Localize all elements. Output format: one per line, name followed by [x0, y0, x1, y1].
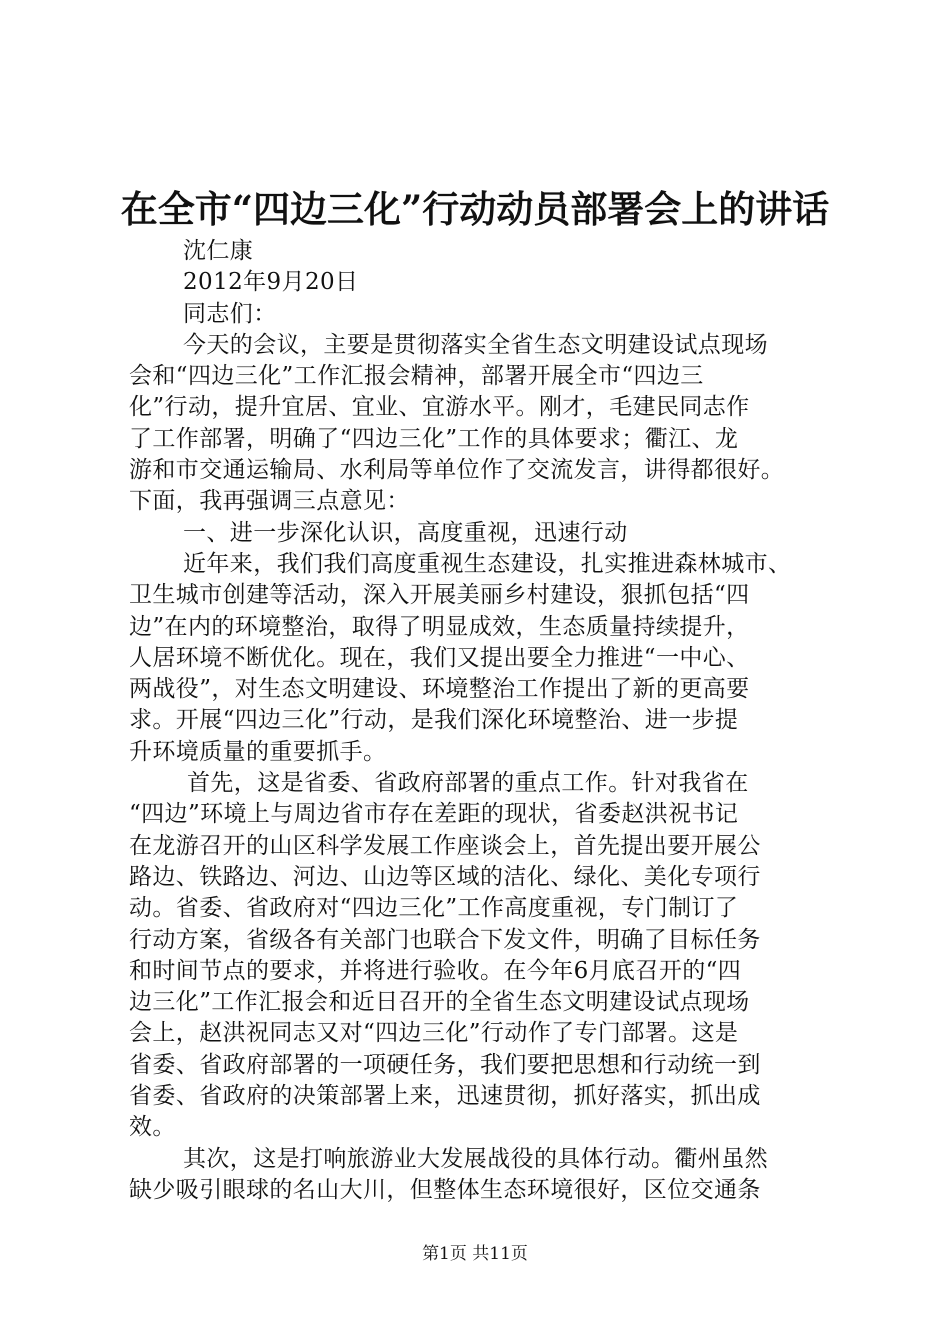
paragraph-line: 了工作部署，明确了“四边三化”工作的具体要求；衢江、龙: [129, 425, 739, 452]
paragraph-line: 路边、铁路边、河边、山边等区域的洁化、绿化、美化专项行: [129, 863, 761, 890]
document-body: [129, 236, 829, 1206]
paragraph-line: 边”在内的环境整治，取得了明显成效，生态质量持续提升，: [129, 613, 750, 640]
paragraph-line: 缺少吸引眼球的名山大川，但整体生态环境很好，区位交通条: [129, 1176, 761, 1203]
paragraph-line: 会上，赵洪祝同志又对“四边三化”行动作了专门部署。这是: [129, 1020, 739, 1047]
page-footer: 第1页 共11页: [422, 1244, 528, 1264]
paragraph-line: 行动方案，省级各有关部门也联合下发文件，明确了目标任务: [129, 926, 761, 953]
paragraph-line: 效。: [129, 1114, 176, 1141]
paragraph-line: 其次，这是打响旅游业大发展战役的具体行动。衢州虽然: [183, 1145, 768, 1172]
paragraph-line: “四边”环境上与周边省市存在差距的现状，省委赵洪祝书记: [129, 801, 739, 828]
paragraph-line: 省委、省政府的决策部署上来，迅速贯彻，抓好落实，抓出成: [129, 1083, 761, 1110]
salutation-line: 同志们：: [183, 300, 277, 327]
paragraph-line: 会和“四边三化”工作汇报会精神，部署开展全市“四边三: [129, 363, 704, 390]
paragraph-line: 升环境质量的重要抓手。: [129, 738, 387, 765]
paragraph-line: 省委、省政府部署的一项硬任务，我们要把思想和行动统一到: [129, 1051, 761, 1078]
paragraph-line: 人居环境不断优化。现在，我们又提出要全力推进“一中心、: [129, 644, 750, 671]
paragraph-line: 近年来，我们我们高度重视生态建设，扎实推进森林城市、: [183, 550, 792, 577]
paragraph-line: 边三化”工作汇报会和近日召开的全省生态文明建设试点现场: [129, 989, 750, 1016]
date-line: 2012年9月20日: [183, 269, 359, 296]
paragraph-line: 首先，这是省委、省政府部署的重点工作。针对我省在: [187, 770, 749, 797]
paragraph-line: 今天的会议，主要是贯彻落实全省生态文明建设试点现场: [183, 331, 768, 358]
paragraph-line: 动。省委、省政府对“四边三化”工作高度重视，专门制订了: [129, 895, 739, 922]
document-title: 在全市“四边三化”行动动员部署会上的讲话: [120, 187, 830, 231]
paragraph-line: 在龙游召开的山区科学发展工作座谈会上，首先提出要开展公: [129, 832, 761, 859]
paragraph-line: 下面，我再强调三点意见：: [129, 488, 410, 515]
paragraph-line: 游和市交通运输局、水利局等单位作了交流发言，讲得都很好。: [129, 457, 785, 484]
author-line: 沈仁康: [183, 238, 254, 264]
section-heading: 一、进一步深化认识，高度重视，迅速行动: [183, 519, 628, 546]
paragraph-line: 卫生城市创建等活动，深入开展美丽乡村建设，狠抓包括“四: [129, 582, 750, 609]
paragraph-line: 化”行动，提升宜居、宜业、宜游水平。刚才，毛建民同志作: [129, 394, 750, 421]
paragraph-line: 求。开展“四边三化”行动，是我们深化环境整治、进一步提: [129, 707, 739, 734]
paragraph-line: 和时间节点的要求，并将进行验收。在今年6月底召开的“四: [129, 957, 742, 984]
paragraph-line: 两战役”，对生态文明建设、环境整治工作提出了新的更高要: [129, 676, 750, 703]
